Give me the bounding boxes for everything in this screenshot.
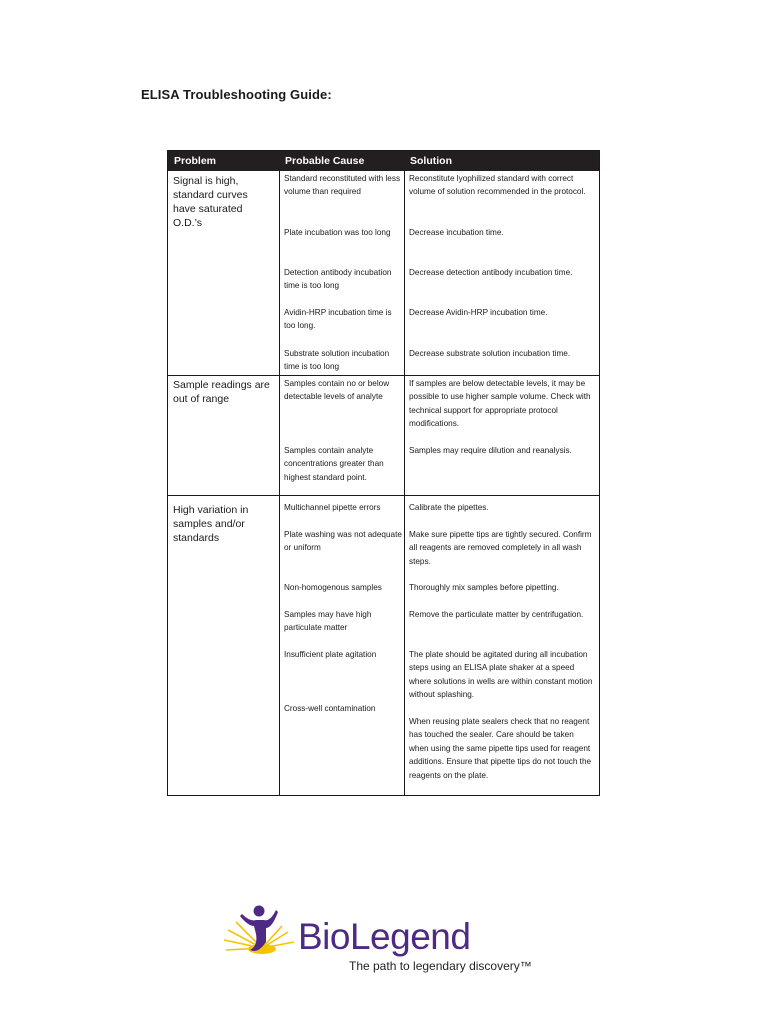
solution-cell: When reusing plate sealers check that no reagent has touched the sealer. Care should be taken when using the same pipette tips used for reagent additions. Ensure that pipette tips do not touch the reagents on the plate. <box>409 717 592 780</box>
biolegend-logo <box>222 902 552 982</box>
cause-cell: Plate washing was not adequate or uniform <box>284 530 402 553</box>
table-header-row <box>168 151 599 171</box>
cause-cell: Standard reconstituted with less volume than required <box>284 174 401 197</box>
solution-cell: If samples are below detectable levels, it may be possible to use higher sample volume. Check with technical support for appropriate protocol modifications. <box>409 379 591 429</box>
cause-cell: Samples contain no or below detectable levels of analyte <box>284 379 390 402</box>
solution-cell: Decrease incubation time. <box>409 228 504 237</box>
solution-cell: Decrease Avidin-HRP incubation time. <box>409 308 548 317</box>
solution-cell: Thoroughly mix samples before pipetting. <box>409 583 559 592</box>
page-title: ELISA Troubleshooting Guide: <box>141 87 332 102</box>
header-probable-cause: Probable Cause <box>285 155 365 167</box>
cause-cell: Detection antibody incubation time is too long <box>284 268 392 291</box>
cause-cell: Substrate solution incubation time is too long <box>284 349 390 372</box>
solution-cell: Decrease substrate solution incubation time. <box>409 349 571 358</box>
solution-cell: The plate should be agitated during all incubation steps using an ELISA plate shaker at a speed where solutions in wells are within constant motion without splashing. <box>409 650 593 700</box>
section-divider <box>168 375 599 376</box>
solution-cell: Remove the particulate matter by centrifugation. <box>409 610 584 619</box>
solution-cell: Samples may require dilution and reanalysis. <box>409 446 572 455</box>
cause-cell: Samples may have high particulate matter <box>284 610 372 633</box>
header-solution: Solution <box>410 155 452 167</box>
logo-tagline: The path to legendary discovery™ <box>349 959 532 973</box>
solution-cell: Reconstitute lyophilized standard with correct volume of solution recommended in the protocol. <box>409 174 586 197</box>
problem-cell: High variation in samples and/or standards <box>173 504 249 544</box>
solution-cell: Decrease detection antibody incubation time. <box>409 268 573 277</box>
column-divider <box>279 171 280 795</box>
cause-cell: Non-homogenous samples <box>284 583 382 592</box>
header-problem: Problem <box>174 155 217 167</box>
troubleshooting-table <box>167 150 600 796</box>
solution-cell: Calibrate the pipettes. <box>409 503 489 512</box>
problem-cell: Signal is high, standard curves have saturated O.D.’s <box>173 175 248 229</box>
logo-wordmark: BioLegend <box>298 916 471 957</box>
section-divider <box>168 495 599 496</box>
solution-cell: Make sure pipette tips are tightly secured. Confirm all reagents are removed completely in all wash steps. <box>409 530 592 566</box>
column-divider <box>404 171 405 795</box>
cause-cell: Cross-well contamination <box>284 704 376 713</box>
cause-cell: Samples contain analyte concentrations greater than highest standard point. <box>284 446 384 482</box>
problem-cell: Sample readings are out of range <box>173 379 270 405</box>
cause-cell: Insufficient plate agitation <box>284 650 377 659</box>
cause-cell: Plate incubation was too long <box>284 228 391 237</box>
cause-cell: Avidin-HRP incubation time is too long. <box>284 308 392 331</box>
cause-cell: Multichannel pipette errors <box>284 503 381 512</box>
logo-figure-icon <box>222 902 302 962</box>
